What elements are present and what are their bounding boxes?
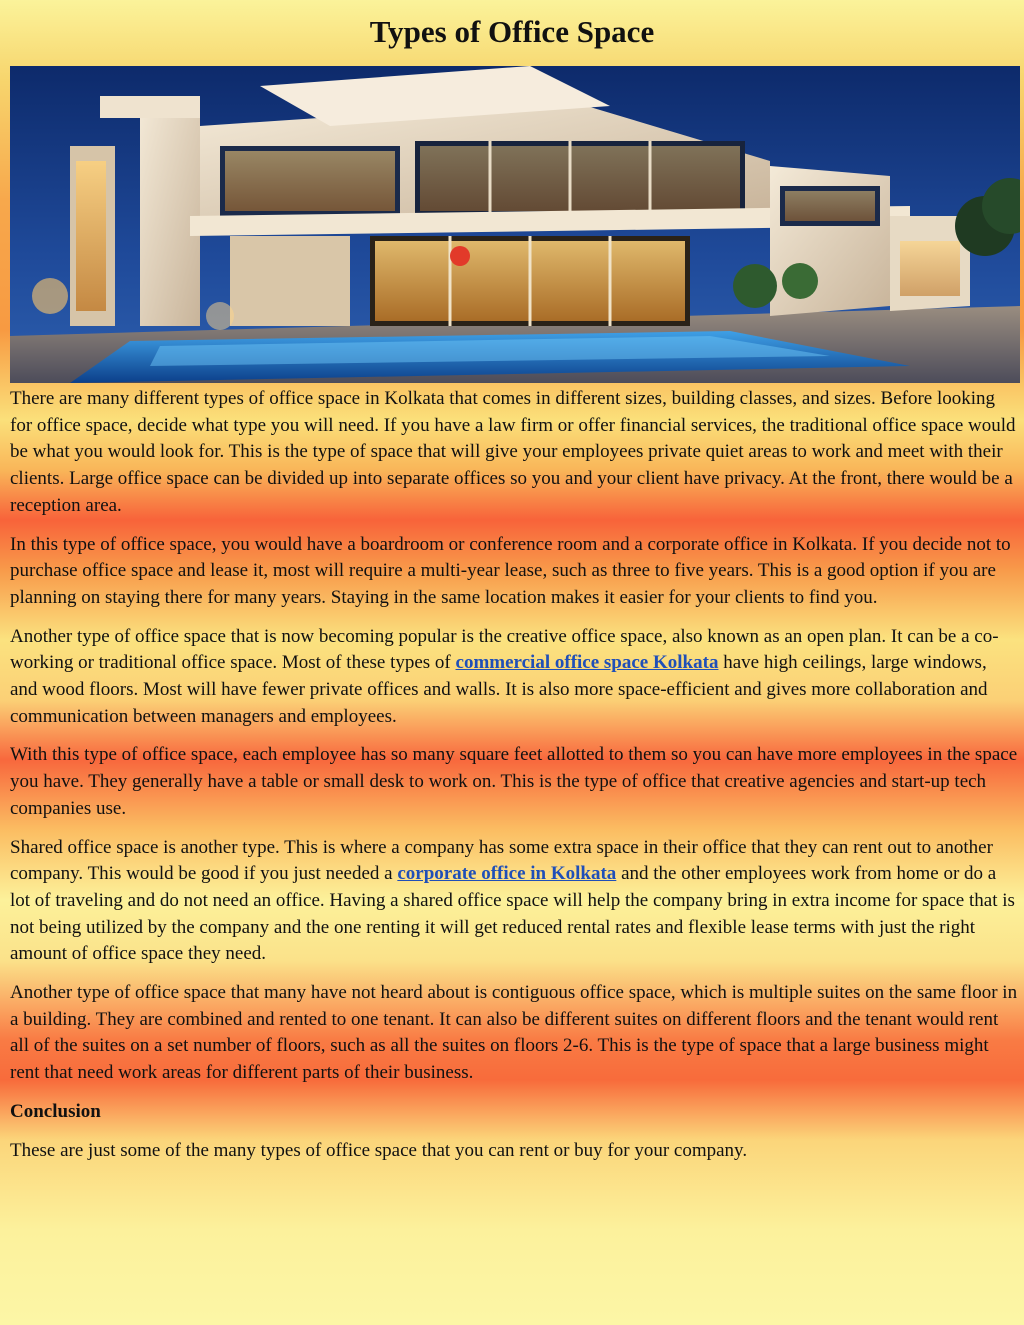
- article-body: [10, 386, 1018, 1176]
- paragraph-1: There are many different types of office space in Kolkata that comes in different sizes, building classes, and sizes. Before looking for office space, decide what type you will need. If you have a law firm or offer financial services, the traditional office space would be what you would look for. This is the type of space that will give your employees private quiet areas to work and meet with their clients. Large office space can be divided up into separate offices so you and your client have privacy. At the front, there would be a reception area.: [10, 388, 1016, 516]
- page-title: Types of Office Space: [369, 14, 655, 49]
- paragraph-2: In this type of office space, you would have a boardroom or conference room and a corporate office in Kolkata. If you decide not to purchase office space and lease it, most will require a multi-year lease, such as three to five years. This is a good option if you are planning on staying there for many years. Staying in the same location makes it easier for your clients to find you.: [10, 533, 1011, 608]
- paragraph-5: [10, 835, 1018, 969]
- conclusion-heading: Conclusion: [10, 1100, 101, 1122]
- paragraph-3-text-before: Another type of office space that is now becoming popular is the creative office space, also known as an open plan. It can be a co-working or traditional office space. Most of these types of: [10, 625, 999, 674]
- paragraph-3: [10, 624, 1018, 731]
- paragraph-4: With this type of office space, each employee has so many square feet allotted to them so you can have more employees in the space you have. They generally have a table or small desk to work on. This is the type of office that creative agencies and start-up tech companies use.: [10, 744, 1018, 819]
- paragraph-3-text-after: have high ceilings, large windows, and wood floors. Most will have fewer private offices and walls. It is also more space-efficient and gives more collaboration and communication between managers and employees.: [10, 652, 988, 727]
- corporate-office-link[interactable]: corporate office in Kolkata: [397, 863, 617, 885]
- paragraph-6: Another type of office space that many have not heard about is contiguous office space, which is multiple suites on the same floor in a building. They are combined and rented to one tenant. It can also be different suites on different floors and the tenant would rent all of the suites on a set number of floors, such as all the suites on floors 2-6. This is the type of space that a large business might rent that need work areas for different parts of their business.: [10, 982, 1018, 1084]
- hero-image: [10, 66, 1020, 383]
- paragraph-5-text-after: and the other employees work from home or do a lot of traveling and do not need an office. Having a shared office space will help the company bring in extra income for space that is not being utilized by the company and the one renting it will get reduced rental rates and flexible lease terms with just the right amount of office space they need.: [10, 863, 1015, 965]
- modern-house-photo-icon: [10, 66, 1020, 383]
- conclusion-text: These are just some of the many types of office space that you can rent or buy for your company.: [10, 1139, 748, 1161]
- commercial-office-space-link[interactable]: commercial office space Kolkata: [455, 652, 719, 674]
- paragraph-5-text-before: Shared office space is another type. This is where a company has some extra space in their office that they can rent out to another company. This would be good if you just needed a: [10, 836, 993, 885]
